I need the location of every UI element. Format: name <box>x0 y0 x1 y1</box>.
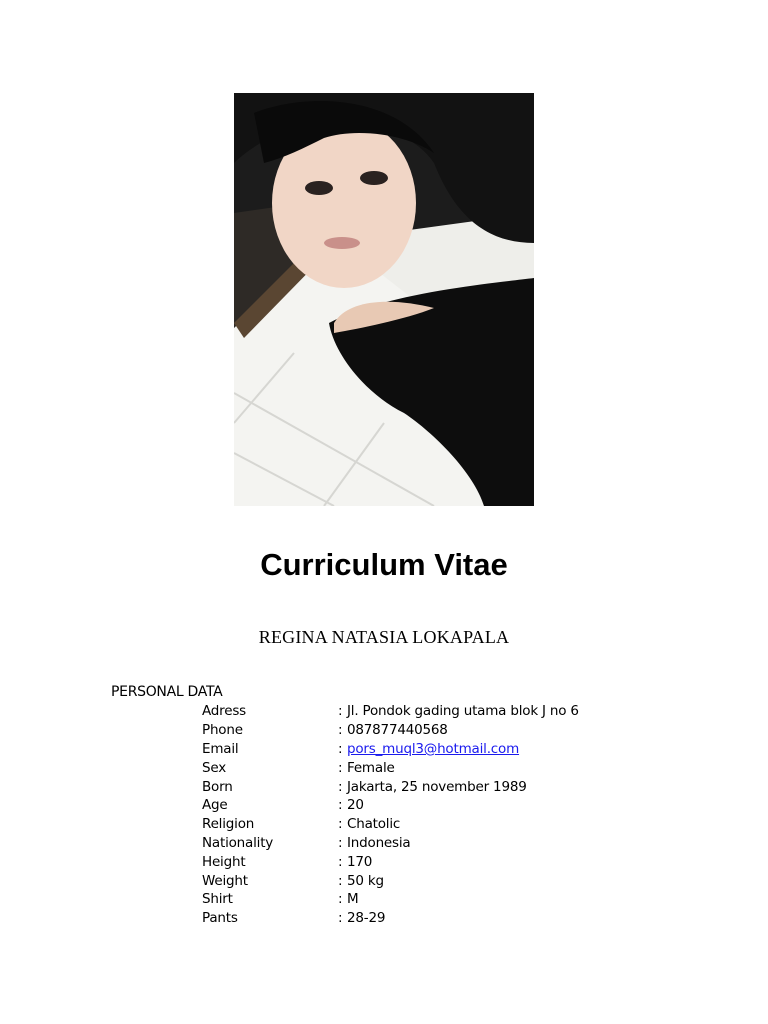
field-separator: : <box>338 891 343 908</box>
field-label: Adress <box>202 703 246 720</box>
field-value: 087877440568 <box>347 722 448 739</box>
field-label: Shirt <box>202 891 233 908</box>
field-value: M <box>347 891 359 908</box>
field-label: Weight <box>202 872 248 889</box>
field-value: Jakarta, 25 november 1989 <box>347 778 527 795</box>
field-value: 170 <box>347 853 373 870</box>
field-value: Female <box>347 759 395 776</box>
field-label: Pants <box>202 910 238 927</box>
field-value: Chatolic <box>347 816 401 833</box>
field-label: Email <box>202 740 239 757</box>
field-separator: : <box>338 778 343 795</box>
field-value: 50 kg <box>347 872 384 889</box>
personal-data-row <box>202 740 662 759</box>
field-label: Phone <box>202 722 243 739</box>
personal-data-row <box>202 815 662 834</box>
field-separator: : <box>338 834 343 851</box>
personal-data-list <box>202 702 662 928</box>
field-label: Age <box>202 797 228 814</box>
personal-data-row <box>202 702 662 721</box>
field-label: Religion <box>202 816 255 833</box>
personal-data-row <box>202 796 662 815</box>
field-separator: : <box>338 853 343 870</box>
field-value: Jl. Pondok gading utama blok J no 6 <box>347 703 579 720</box>
personal-data-row <box>202 871 662 890</box>
field-separator: : <box>338 816 343 833</box>
field-separator: : <box>338 759 343 776</box>
field-separator: : <box>338 722 343 739</box>
field-label: Nationality <box>202 834 274 851</box>
field-separator: : <box>338 910 343 927</box>
field-value: Indonesia <box>347 834 411 851</box>
field-separator: : <box>338 797 343 814</box>
section-heading-personal-data: PERSONAL DATA <box>111 684 223 700</box>
email-link[interactable]: pors_muql3@hotmail.com <box>347 740 520 757</box>
personal-data-row <box>202 852 662 871</box>
personal-data-row <box>202 909 662 928</box>
personal-data-row <box>202 890 662 909</box>
field-label: Height <box>202 853 246 870</box>
personal-data-row <box>202 758 662 777</box>
profile-photo <box>234 93 534 506</box>
personal-data-row <box>202 834 662 853</box>
field-value: 20 <box>347 797 364 814</box>
field-separator: : <box>338 703 343 720</box>
field-separator: : <box>338 872 343 889</box>
person-name: REGINA NATASIA LOKAPALA <box>258 627 510 647</box>
field-label: Born <box>202 778 233 795</box>
field-value <box>347 741 519 757</box>
personal-data-row <box>202 777 662 796</box>
document-title: Curriculum Vitae <box>260 547 508 582</box>
field-label: Sex <box>202 759 227 776</box>
personal-data-row <box>202 721 662 740</box>
field-separator: : <box>338 740 343 757</box>
field-value: 28-29 <box>347 910 386 927</box>
